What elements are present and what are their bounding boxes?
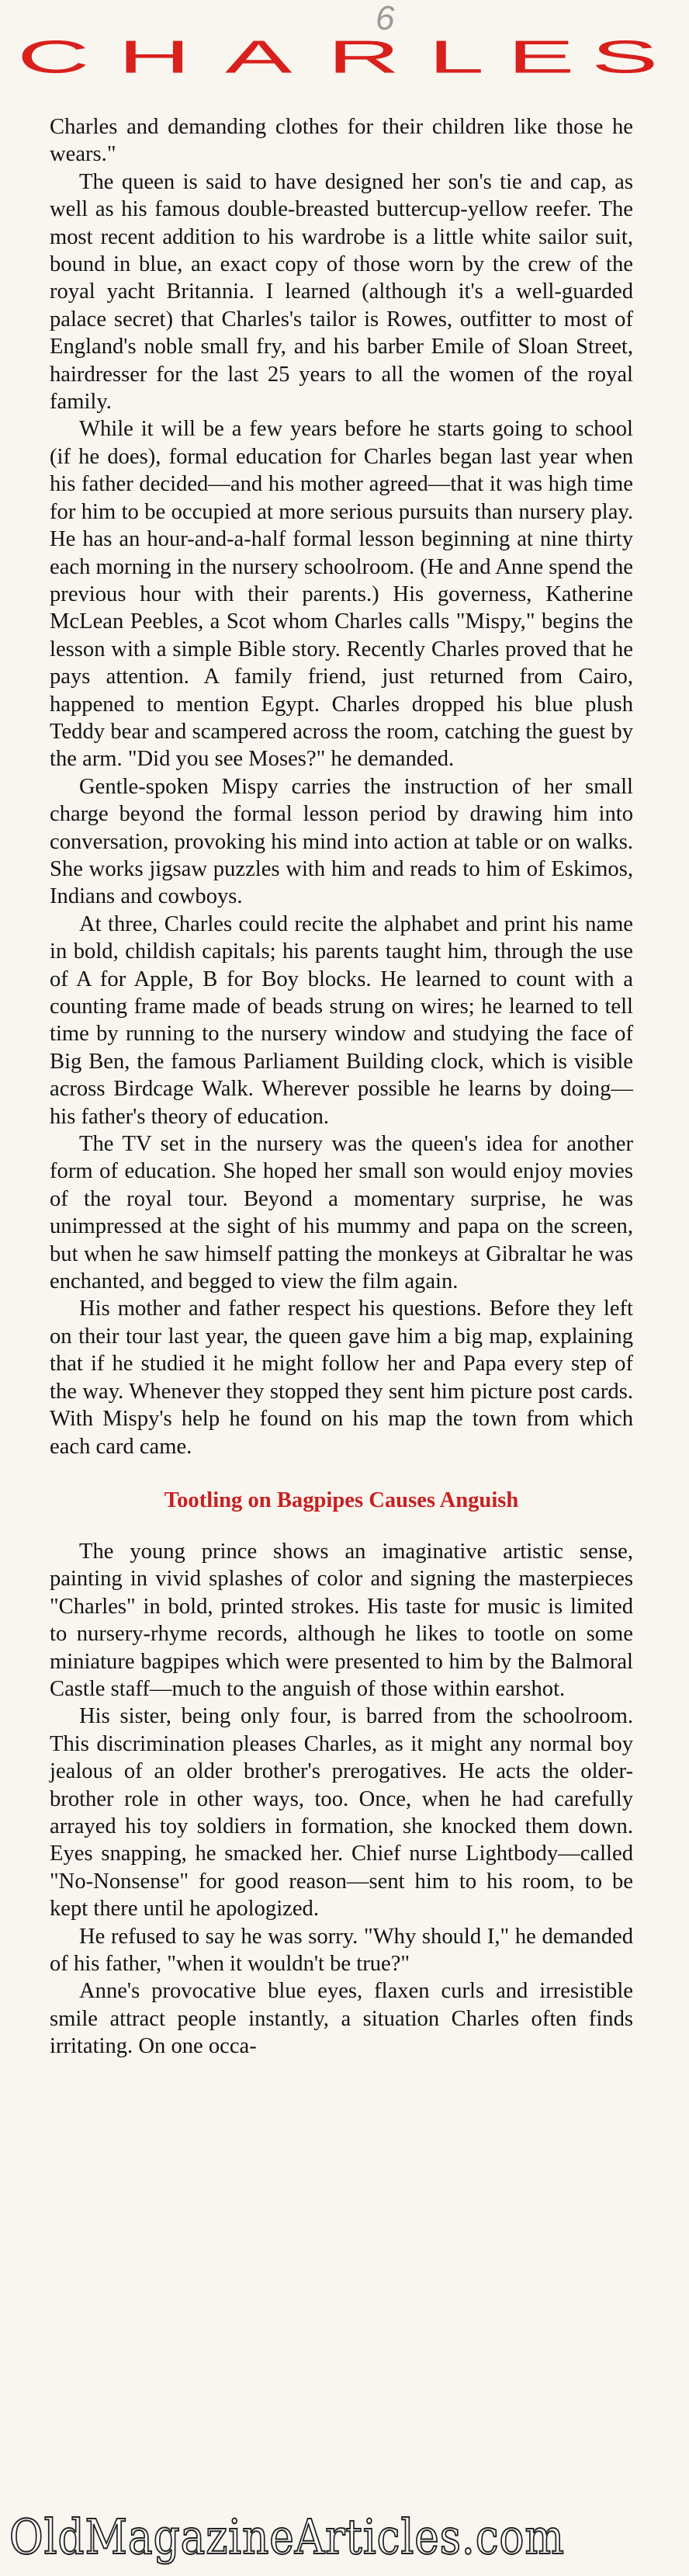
article-paragraph: Gentle-spoken Mispy carries the instruction of her small charge beyond the formal lesson period by drawing him into conversation, provoking his mind into action at table or on walks. She works jigsaw puzzles with him and reads to him of Eskimos, Indians and cowboys. xyxy=(50,774,633,909)
page-number: 6 xyxy=(376,0,395,37)
section-subhead: Tootling on Bagpipes Causes Anguish xyxy=(164,1488,519,1512)
article-paragraph: The young prince shows an imaginative artistic sense, painting in vivid splashes of color and signing the masterpieces "Charles" in bold, printed strokes. His taste for music is limited to nursery-rhyme records, although he likes to tootle on some miniature bagpipes which were presented to him by the Balmoral Castle staff—much to the anguish of those within earshot. xyxy=(50,1539,633,1701)
masthead-letter-h: H xyxy=(118,31,191,83)
article-paragraph: Anne's provocative blue eyes, flaxen curls and irresistible smile attract people instantly, a situation Charles often finds irritating. On one occa- xyxy=(50,1979,633,2059)
masthead-letter-l: L xyxy=(428,31,485,83)
article-body xyxy=(50,113,633,2060)
page-header xyxy=(0,0,689,116)
article-paragraph: At three, Charles could recite the alphabet and print his name in bold, childish capitals; his parents taught him, through the use of A for Apple, B for Boy blocks. He learned to count with a counting frame made of beads strung on wires; he learned to tell time by running to the nursery window and studying the face of Big Ben, the famous Parliament Building clock, which is visible across Birdcage Walk. Wherever possible he learns by doing—his father's theory of education. xyxy=(50,911,633,1129)
masthead-title xyxy=(17,31,669,112)
article-paragraph: His mother and father respect his questions. Before they left on their tour last year, the queen gave him a big map, explaining that if he studied it he might follow her and Papa every step of the way. Whenever they stopped they sent him picture post cards. With Mispy's help he found on his map the town from which each card came. xyxy=(50,1297,633,1459)
article-paragraph: The queen is said to have designed her son's tie and cap, as well as his famous double-breasted buttercup-yellow reefer. The most recent addition to his wardrobe is a little white sailor suit, bound in blue, an exact copy of those worn by the crew of the royal yacht Britannia. I learned (although it's a well-guarded palace secret) that Charles's tailor is Rowes, outfitter to most of England's noble small fry, and his barber Emile of Sloan Street, hairdresser for the last 25 years to all the women of the royal family. xyxy=(50,169,633,415)
masthead-letter-c: C xyxy=(17,31,90,83)
article-paragraph: The TV set in the nursery was the queen's idea for another form of education. She hoped her small son would enjoy movies of the royal tour. Beyond a momentary surprise, he was unimpressed at the sight of his mummy and papa on the screen, but when he saw himself patting the monkeys at Gibraltar he was enchanted, and begged to view the film again. xyxy=(50,1132,633,1294)
article-paragraph: Charles and demanding clothes for their children like those he wears." xyxy=(50,115,633,167)
site-brand-footer: OldMagazineArticles.com xyxy=(9,2508,565,2565)
masthead-letter-a: A xyxy=(225,31,293,83)
article-paragraph: He refused to say he was sorry. "Why should I," he demanded of his father, "when it wouldn't be true?" xyxy=(50,1924,633,1976)
masthead-letter-r: R xyxy=(327,31,400,83)
article-paragraph: While it will be a few years before he starts going to school (if he does), formal education for Charles began last year when his father decided—and his mother agreed—that it was high time for him to be occupied at more serious pursuits than nursery play. He has an hour-and-a-half formal lesson beginning at nine thirty each morning in the nursery schoolroom. (He and Anne spend the previous hour with their parents.) His governess, Katherine McLean Peebles, a Scot whom Charles calls "Mispy," begins the lesson with a simple Bible story. Recently Charles proved that he pays attention. A family friend, just returned from Cairo, happened to mention Egypt. Charles dropped his blue plush Teddy bear and scampered across the room, catching the guest by the arm. "Did you see Moses?" he demanded. xyxy=(50,417,633,772)
masthead-letter-s: S xyxy=(591,31,659,83)
article-paragraph: His sister, being only four, is barred from the schoolroom. This discrimination pleases Charles, as it might any normal boy jealous of an older brother's prerogatives. He acts the older-brother role in other ways, too. Once, when he had carefully arrayed his toy soldiers in formation, she knocked them down. Eyes snapping, he smacked her. Chief nurse Lightbody—called "No-Nonsense" for good reason—sent him to his room, to be kept there until he apologized. xyxy=(50,1704,633,1922)
masthead-letter-e: E xyxy=(507,31,575,83)
